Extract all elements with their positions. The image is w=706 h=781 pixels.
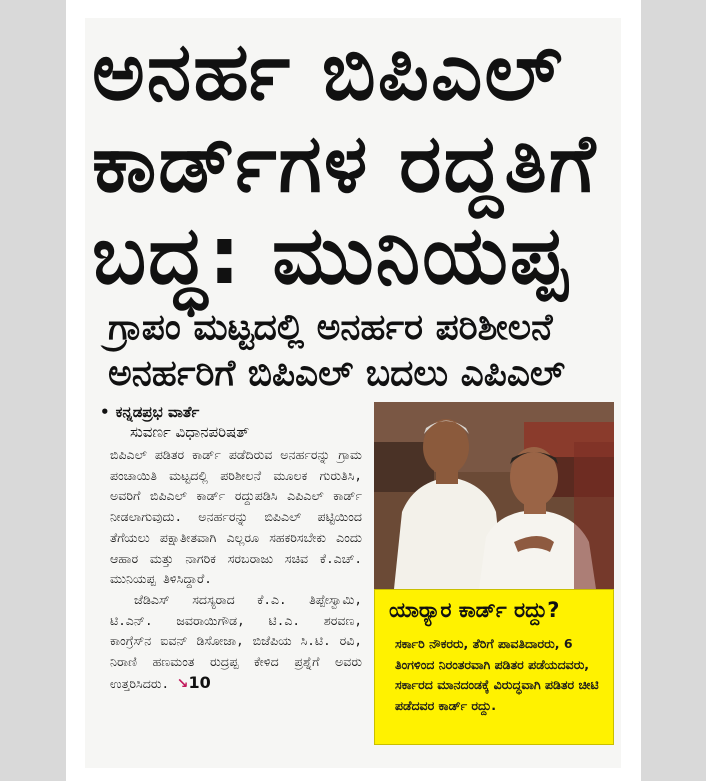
- article-paragraph-1: ಬಿಪಿಎಲ್ ಪಡಿತರ ಕಾರ್ಡ್ ಪಡೆದಿರುವ ಅನರ್ಹರನ್ನು ಗ್ರಾಮ ಪಂಚಾಯಿತಿ ಮಟ್ಟದಲ್ಲಿ ಪರಿಶೀಲನೆ ಮೂಲಕ ಗುರುತಿಸಿ, ಅವರಿಗೆ ಬಿಪಿಎಲ್ ಕಾರ್ಡ್ ರದ್ದುಪಡಿಸಿ ಎಪಿಎಲ್ ಕಾರ್ಡ್ ನೀಡಲಾಗುವುದು. ಅನರ್ಹರನ್ನು ಬಿಪಿಎಲ್ ಪಟ್ಟಿಯಿಂದ ತೆಗೆಯಲು ಪಕ್ಷಾತೀತವಾಗಿ ಎಲ್ಲರೂ ಸಹಕರಿಸಬೇಕು ಎಂದು ಆಹಾರ ಮತ್ತು ನಾಗರಿಕ ಸರಬರಾಜು ಸಚಿವ ಕೆ.ಎಚ್. ಮುನಿಯಪ್ಪ ತಿಳಿಸಿದ್ದಾರೆ.: [110, 447, 362, 587]
- article-body: [110, 445, 362, 694]
- article-paragraph-2-text: ಜೆಡಿಎಸ್ ಸದಸ್ಯರಾದ ಕೆ.ಎ. ತಿಪ್ಪೇಸ್ವಾಮಿ, ಟಿ.ಎನ್. ಜವರಾಯಿಗೌಡ, ಟಿ.ಎ. ಶರವಣ, ಕಾಂಗ್ರೆಸ್‌ನ ಐವನ್ ಡಿಸೋಜಾ, ಬಿಜೆಪಿಯ ಸಿ.ಟಿ. ರವಿ, ನಿರಾಣಿ ಹಣಮಂತ ರುದ್ರಪ್ಪ ಕೇಳಿದ ಪ್ರಶ್ನೆಗೆ ಅವರು ಉತ್ತರಿಸಿದರು.: [110, 591, 362, 691]
- headline-line-3: ಬದ್ಧ: ಮುನಿಯಪ್ಪ: [92, 209, 570, 302]
- headline: [92, 26, 612, 302]
- subheadline: [108, 305, 618, 397]
- byline: [100, 402, 368, 442]
- info-box: [374, 589, 614, 745]
- headline-line-1: ಅನರ್ಹ ಬಿಪಿಎಲ್: [92, 25, 565, 118]
- article-paragraph-2: [110, 590, 362, 695]
- right-bezel: [641, 0, 706, 781]
- news-photo: [374, 402, 614, 589]
- continued-on-page: [177, 673, 211, 692]
- info-box-title: ಯಾರ‍್ಯಾರ ಕಾರ್ಡ್ ರದ್ದು?: [389, 598, 560, 622]
- news-agency: ಕನ್ನಡಪ್ರಭ ವಾರ್ತೆ: [115, 403, 200, 421]
- info-box-text: ಸರ್ಕಾರಿ ನೌಕರರು, ತೆರಿಗೆ ಪಾವತಿದಾರರು, 6 ತಿಂಗಳಿಂದ ನಿರಂತರವಾಗಿ ಪಡಿತರ ಪಡೆಯದವರು, ಸರ್ಕಾರದ ಮಾನದಂಡಕ್ಕೆ ವಿರುದ್ಧವಾಗಿ ಪಡಿತರ ಚೀಟಿ ಪಡೆದವರ ಕಾರ್ಡ್ ರದ್ದು.: [395, 636, 599, 713]
- left-bezel: [0, 0, 66, 781]
- headline-line-2: ಕಾರ್ಡ್‌ಗಳ ರದ್ದತಿಗೆ: [92, 117, 598, 210]
- subheadline-line-2: ಅನರ್ಹರಿಗೆ ಬಿಪಿಎಲ್ ಬದಲು ಎಪಿಎಲ್: [108, 353, 565, 394]
- continued-arrow-icon: ↘: [176, 675, 189, 692]
- subheadline-line-1: ಗ್ರಾಪಂ ಮಟ್ಟದಲ್ಲಿ ಅನರ್ಹರ ಪರಿಶೀಲನೆ: [108, 307, 553, 348]
- photo-illustration: [374, 402, 614, 589]
- continued-page-number: 10: [188, 672, 211, 692]
- bullet-icon: •: [100, 403, 110, 421]
- dateline-place: ಸುವರ್ಣ ವಿಧಾನಪರಿಷತ್: [130, 423, 250, 441]
